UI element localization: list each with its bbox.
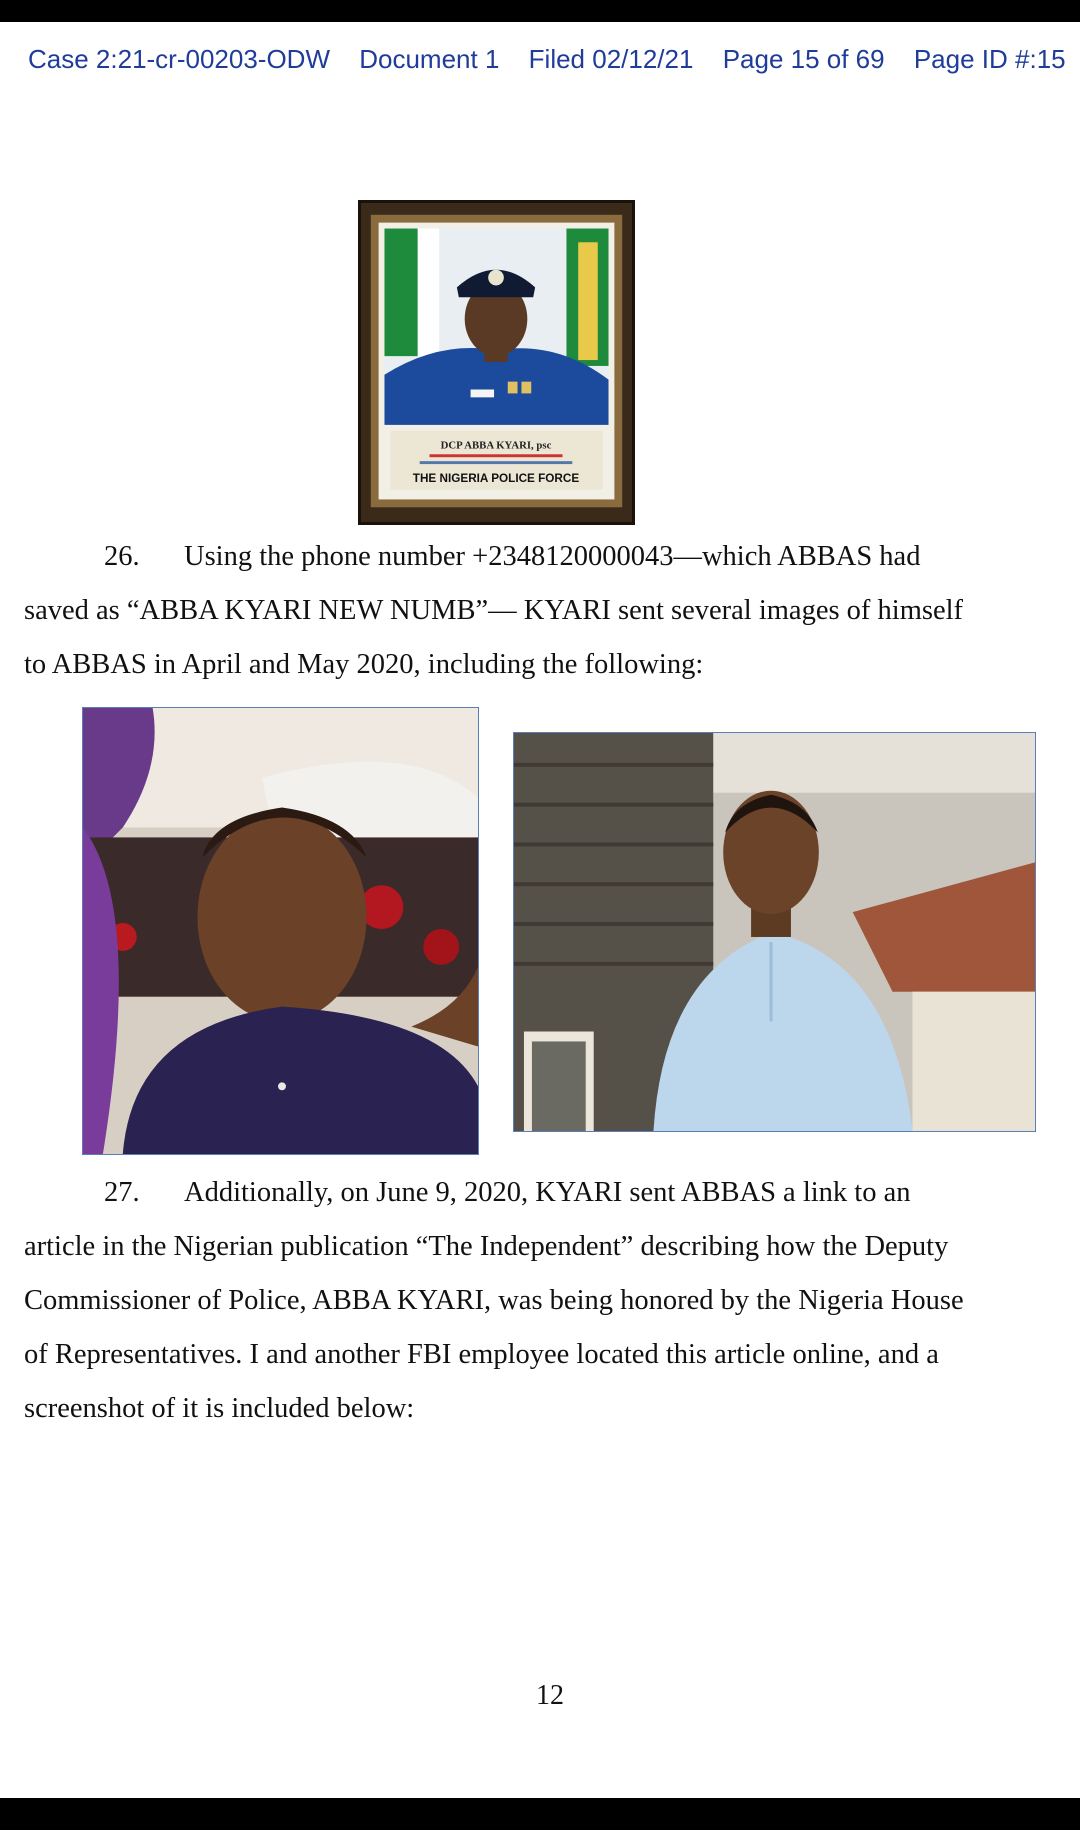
paragraph-26-line-2: saved as “ABBA KYARI NEW NUMB”— KYARI sent several images of himself	[24, 595, 964, 626]
paragraph-26	[24, 530, 1064, 692]
portrait-caption-force: THE NIGERIA POLICE FORCE	[412, 471, 580, 485]
paragraph-27-line-2: article in the Nigerian publication “The Independent” describing how the Deputy	[24, 1231, 949, 1262]
selfie-photo-dark-attire	[82, 707, 479, 1155]
case-number: Case 2:21-cr-00203-ODW	[28, 44, 330, 74]
page-number: 12	[536, 1680, 564, 1711]
filed-date: Filed 02/12/21	[528, 44, 694, 74]
paragraph-27	[24, 1166, 1064, 1436]
outdoor-photo-light-blue-kaftan	[513, 732, 1036, 1132]
page-count: Page 15 of 69	[722, 44, 885, 74]
portrait-caption-name: DCP ABBA KYARI, psc	[440, 439, 552, 452]
paragraph-27-line-5: screenshot of it is included below:	[24, 1393, 415, 1424]
page-id: Page ID #:15	[913, 44, 1066, 74]
paragraph-27-number: 27.	[104, 1177, 140, 1208]
paragraph-26-line-3: to ABBAS in April and May 2020, including the following:	[24, 649, 704, 680]
top-black-bar	[0, 0, 1080, 22]
paragraph-27-line-1: 27. Additionally, on June 9, 2020, KYARI sent ABBAS a link to an	[24, 1166, 1064, 1220]
framed-police-portrait	[358, 200, 635, 525]
document-header	[28, 44, 1070, 75]
paragraph-26-number: 26.	[104, 541, 140, 572]
document-number: Document 1	[359, 44, 500, 74]
bottom-black-bar	[0, 1798, 1080, 1830]
paragraph-27-line-3: Commissioner of Police, ABBA KYARI, was being honored by the Nigeria House	[24, 1285, 964, 1316]
paragraph-27-line-4: of Representatives. I and another FBI employee located this article online, and a	[24, 1339, 939, 1370]
paragraph-26-line-1: 26. Using the phone number +2348120000043—which ABBAS had	[24, 530, 1064, 584]
